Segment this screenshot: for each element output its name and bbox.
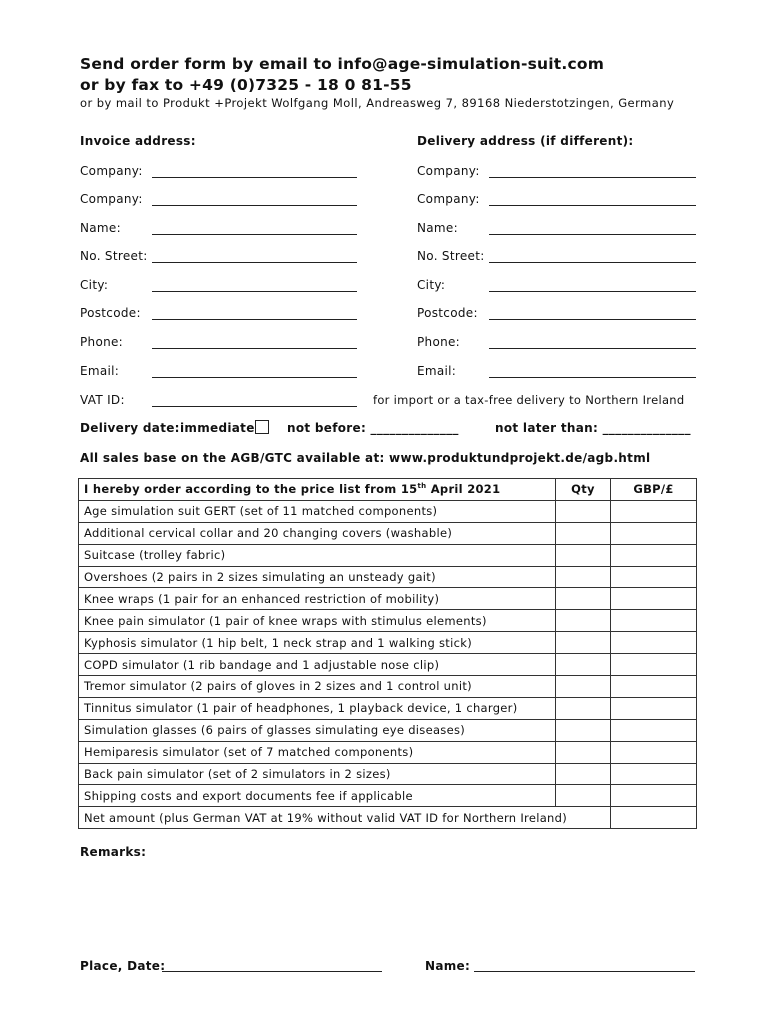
delivery-name-field[interactable]: [489, 234, 696, 235]
header-mail-line: or by mail to Produkt +Projekt Wolfgang Moll, Andreasweg 7, 89168 Niederstotzingen, Germany: [80, 96, 675, 110]
table-row: [79, 632, 697, 654]
invoice-name-label: Name:: [80, 221, 121, 235]
price-cell[interactable]: [611, 654, 697, 676]
table-row: [79, 719, 697, 741]
delivery-phone-field[interactable]: [489, 348, 696, 349]
item-label: Simulation glasses (6 pairs of glasses simulating eye diseases): [79, 719, 556, 741]
price-cell[interactable]: [611, 500, 697, 522]
qty-cell[interactable]: [556, 632, 611, 654]
delivery-street-label: No. Street:: [417, 249, 485, 263]
table-row: [79, 697, 697, 719]
invoice-phone-field[interactable]: [152, 348, 357, 349]
order-table-header: [79, 479, 697, 501]
item-label: Tremor simulator (2 pairs of gloves in 2 sizes and 1 control unit): [79, 676, 556, 698]
invoice-name-field[interactable]: [152, 234, 357, 235]
table-row: [79, 785, 697, 807]
not-before-field[interactable]: not before: ______________: [287, 421, 459, 435]
invoice-postcode-label: Postcode:: [80, 306, 141, 320]
item-label: Knee wraps (1 pair for an enhanced restriction of mobility): [79, 588, 556, 610]
qty-cell[interactable]: [556, 522, 611, 544]
signature-name-label: Name:: [425, 959, 471, 973]
delivery-company-field[interactable]: [489, 177, 696, 178]
qty-cell[interactable]: [556, 785, 611, 807]
item-label: Additional cervical collar and 20 changing covers (washable): [79, 522, 556, 544]
qty-cell[interactable]: [556, 697, 611, 719]
place-date-field[interactable]: [162, 971, 382, 972]
price-cell[interactable]: [611, 632, 697, 654]
qty-cell[interactable]: [556, 566, 611, 588]
price-cell[interactable]: [611, 697, 697, 719]
price-cell[interactable]: [611, 610, 697, 632]
price-header: GBP/£: [611, 479, 697, 501]
item-label: Knee pain simulator (1 pair of knee wraps with stimulus elements): [79, 610, 556, 632]
item-label: Age simulation suit GERT (set of 11 matched components): [79, 500, 556, 522]
invoice-street-label: No. Street:: [80, 249, 148, 263]
invoice-city-field[interactable]: [152, 291, 357, 292]
invoice-company2-field[interactable]: [152, 205, 357, 206]
delivery-name-label: Name:: [417, 221, 458, 235]
qty-cell[interactable]: [556, 719, 611, 741]
not-later-than-field[interactable]: not later than: ______________: [495, 421, 691, 435]
vat-id-label: VAT ID:: [80, 393, 125, 407]
invoice-address-heading: Invoice address:: [80, 134, 196, 148]
remarks-area[interactable]: [80, 866, 697, 946]
delivery-date-label: Delivery date:: [80, 421, 180, 435]
order-header-suffix: April 2021: [426, 482, 501, 497]
signature-name-field[interactable]: [474, 971, 695, 972]
item-label: Shipping costs and export documents fee if applicable: [79, 785, 556, 807]
delivery-postcode-field[interactable]: [489, 319, 696, 320]
qty-cell[interactable]: [556, 654, 611, 676]
delivery-email-label: Email:: [417, 364, 457, 378]
delivery-address-heading: Delivery address (if different):: [417, 134, 634, 148]
invoice-phone-label: Phone:: [80, 335, 124, 349]
item-label: Kyphosis simulator (1 hip belt, 1 neck strap and 1 walking stick): [79, 632, 556, 654]
item-label: Overshoes (2 pairs in 2 sizes simulating an unsteady gait): [79, 566, 556, 588]
table-row: [79, 544, 697, 566]
delivery-phone-label: Phone:: [417, 335, 461, 349]
delivery-company2-field[interactable]: [489, 205, 696, 206]
delivery-company2-label: Company:: [417, 192, 480, 206]
qty-cell[interactable]: [556, 500, 611, 522]
invoice-email-field[interactable]: [152, 377, 357, 378]
order-table: [78, 478, 697, 829]
header-fax-line: or by fax to +49 (0)7325 - 18 0 81-55: [80, 76, 412, 94]
place-date-label: Place, Date:: [80, 959, 166, 973]
invoice-city-label: City:: [80, 278, 109, 292]
invoice-street-field[interactable]: [152, 262, 357, 263]
invoice-company-label: Company:: [80, 164, 143, 178]
table-row: [79, 763, 697, 785]
table-row: [79, 676, 697, 698]
qty-cell[interactable]: [556, 610, 611, 632]
order-header-text: [79, 479, 556, 501]
table-row: [79, 741, 697, 763]
order-header-sup: th: [417, 482, 427, 491]
qty-cell[interactable]: [556, 741, 611, 763]
table-row: [79, 566, 697, 588]
qty-header: Qty: [556, 479, 611, 501]
immediate-label: immediate: [180, 421, 255, 435]
header-email-line: Send order form by email to info@age-simulation-suit.com: [80, 55, 605, 73]
price-cell[interactable]: [611, 676, 697, 698]
qty-cell[interactable]: [556, 588, 611, 610]
price-cell[interactable]: [611, 719, 697, 741]
invoice-company-field[interactable]: [152, 177, 357, 178]
item-label: COPD simulator (1 rib bandage and 1 adjustable nose clip): [79, 654, 556, 676]
invoice-company2-label: Company:: [80, 192, 143, 206]
price-cell[interactable]: [611, 741, 697, 763]
item-label: Hemiparesis simulator (set of 7 matched components): [79, 741, 556, 763]
item-label: Back pain simulator (set of 2 simulators in 2 sizes): [79, 763, 556, 785]
price-cell[interactable]: [611, 566, 697, 588]
item-label: Suitcase (trolley fabric): [79, 544, 556, 566]
qty-cell[interactable]: [556, 676, 611, 698]
net-amount-row: [79, 807, 697, 829]
invoice-email-label: Email:: [80, 364, 120, 378]
immediate-checkbox[interactable]: [255, 420, 269, 434]
price-cell[interactable]: [611, 785, 697, 807]
net-amount-label: Net amount (plus German VAT at 19% without valid VAT ID for Northern Ireland): [79, 807, 611, 829]
price-cell[interactable]: [611, 763, 697, 785]
delivery-city-field[interactable]: [489, 291, 696, 292]
qty-cell[interactable]: [556, 763, 611, 785]
delivery-company-label: Company:: [417, 164, 480, 178]
table-row: [79, 654, 697, 676]
table-row: [79, 522, 697, 544]
table-row: [79, 610, 697, 632]
agb-notice: All sales base on the AGB/GTC available at: www.produktundprojekt.de/agb.html: [80, 451, 651, 465]
invoice-postcode-field[interactable]: [152, 319, 357, 320]
remarks-label: Remarks:: [80, 845, 147, 859]
price-cell[interactable]: [611, 588, 697, 610]
vat-note: for import or a tax-free delivery to Northern Ireland: [373, 393, 685, 407]
delivery-street-field[interactable]: [489, 262, 696, 263]
delivery-city-label: City:: [417, 278, 446, 292]
order-header-prefix: I hereby order according to the price list from 15: [84, 482, 418, 497]
delivery-email-field[interactable]: [489, 377, 696, 378]
price-cell[interactable]: [611, 522, 697, 544]
vat-id-field[interactable]: [152, 406, 357, 407]
item-label: Tinnitus simulator (1 pair of headphones, 1 playback device, 1 charger): [79, 697, 556, 719]
price-cell[interactable]: [611, 544, 697, 566]
net-amount-cell[interactable]: [611, 807, 697, 829]
table-row: [79, 588, 697, 610]
qty-cell[interactable]: [556, 544, 611, 566]
delivery-postcode-label: Postcode:: [417, 306, 478, 320]
table-row: [79, 500, 697, 522]
